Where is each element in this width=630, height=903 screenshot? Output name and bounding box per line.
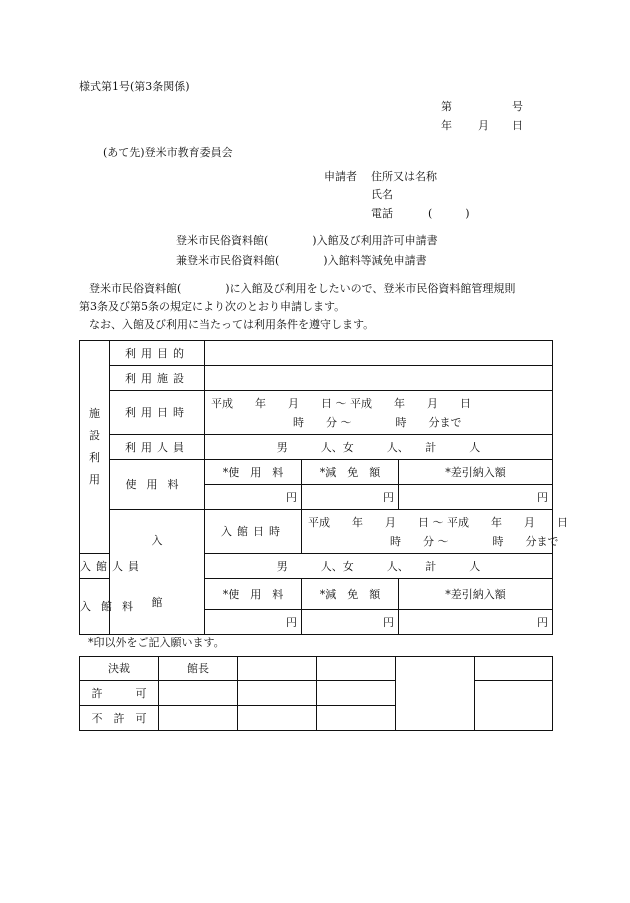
name-label: 氏名 — [371, 188, 393, 201]
fee-net-yen[interactable]: 円 — [399, 485, 553, 510]
approval-cell[interactable] — [238, 657, 317, 681]
title-line-2: 兼登米市民俗資料館( )入館料等減免申請書 — [176, 254, 427, 267]
approval-cell[interactable] — [317, 657, 396, 681]
address-label: 住所又は名称 — [371, 170, 437, 183]
deny-label[interactable]: 不 許 可 — [80, 706, 159, 731]
director-label: 館長 — [159, 657, 238, 681]
doc-no-dai: 第 — [441, 100, 452, 113]
approval-table — [79, 656, 553, 731]
body-line-3: なお、入館及び利用に当たっては利用条件を遵守します。 — [89, 318, 375, 331]
fee-header-net: *差引納入額 — [399, 460, 553, 485]
addressee: (あて先)登米市教育委員会 — [103, 146, 233, 159]
date-month: 月 — [478, 119, 489, 132]
adm-people-value[interactable]: 男 人、女 人、 計 人 — [205, 554, 553, 579]
adm-date-line-2: 時 分 〜 時 分まで — [390, 534, 559, 548]
date-line-2: 時 分 〜 時 分まで — [293, 415, 462, 429]
people-value[interactable]: 男 人、女 人、 計 人 — [205, 435, 553, 460]
purpose-value[interactable] — [205, 341, 553, 366]
phone-label: 電話 — [371, 207, 393, 220]
body-line-1: 登米市民俗資料館( )に入館及び利用をしたいので、登米市民俗資料館管理規則 — [89, 282, 516, 295]
form-number: 様式第1号(第3条関係) — [79, 80, 190, 93]
approval-cell[interactable] — [159, 706, 238, 731]
doc-no-go: 号 — [512, 100, 523, 113]
date-line-1: 平成 年 月 日 〜 平成 年 月 日 — [211, 396, 471, 410]
approval-cell[interactable] — [317, 706, 396, 731]
fee-usage-yen[interactable]: 円 — [205, 485, 302, 510]
facility-value[interactable] — [205, 366, 553, 391]
adm-fee-usage-yen[interactable]: 円 — [205, 610, 302, 635]
approval-cell[interactable] — [475, 657, 553, 681]
adm-fee-header-usage: *使 用 料 — [205, 579, 302, 610]
adm-datetime-label: 入館日時 — [205, 510, 302, 554]
fee-header-reduction: *減 免 額 — [302, 460, 399, 485]
approval-cell[interactable] — [238, 681, 317, 706]
fee-label: 使用料 — [110, 460, 205, 510]
admission-group: 入館 — [110, 510, 205, 635]
facility-label: 利用施設 — [110, 366, 205, 391]
approval-cell[interactable] — [159, 681, 238, 706]
permit-label[interactable]: 許 可 — [80, 681, 159, 706]
decision-label: 決裁 — [80, 657, 159, 681]
applicant-label: 申請者 — [324, 170, 357, 183]
application-table — [79, 340, 568, 635]
facility-use-group: 施設利用 — [80, 341, 110, 554]
fee-header-usage: *使 用 料 — [205, 460, 302, 485]
adm-fee-reduction-yen[interactable]: 円 — [302, 610, 399, 635]
adm-datetime-value[interactable] — [302, 510, 568, 554]
note: *印以外をご記入願います。 — [88, 636, 225, 649]
approval-cell[interactable] — [396, 657, 475, 731]
adm-fee-net-yen[interactable]: 円 — [399, 610, 553, 635]
body-line-2: 第3条及び第5条の規定により次のとおり申請します。 — [79, 300, 346, 313]
adm-people-label: 入館人員 — [80, 554, 110, 579]
adm-date-line-1: 平成 年 月 日 〜 平成 年 月 日 — [308, 515, 568, 529]
date-year: 年 — [441, 119, 452, 132]
approval-cell[interactable] — [238, 706, 317, 731]
phone-paren: ( ) — [428, 207, 470, 220]
fee-reduction-yen[interactable]: 円 — [302, 485, 399, 510]
purpose-label: 利用目的 — [110, 341, 205, 366]
datetime-value[interactable] — [205, 391, 553, 435]
title-line-1: 登米市民俗資料館( )入館及び利用許可申請書 — [176, 234, 438, 247]
approval-cell[interactable] — [475, 681, 553, 731]
approval-cell[interactable] — [317, 681, 396, 706]
datetime-label: 利用日時 — [110, 391, 205, 435]
adm-fee-label: 入館料 — [80, 579, 110, 635]
adm-fee-header-reduction: *減 免 額 — [302, 579, 399, 610]
adm-fee-header-net: *差引納入額 — [399, 579, 553, 610]
people-label: 利用人員 — [110, 435, 205, 460]
date-day: 日 — [512, 119, 523, 132]
